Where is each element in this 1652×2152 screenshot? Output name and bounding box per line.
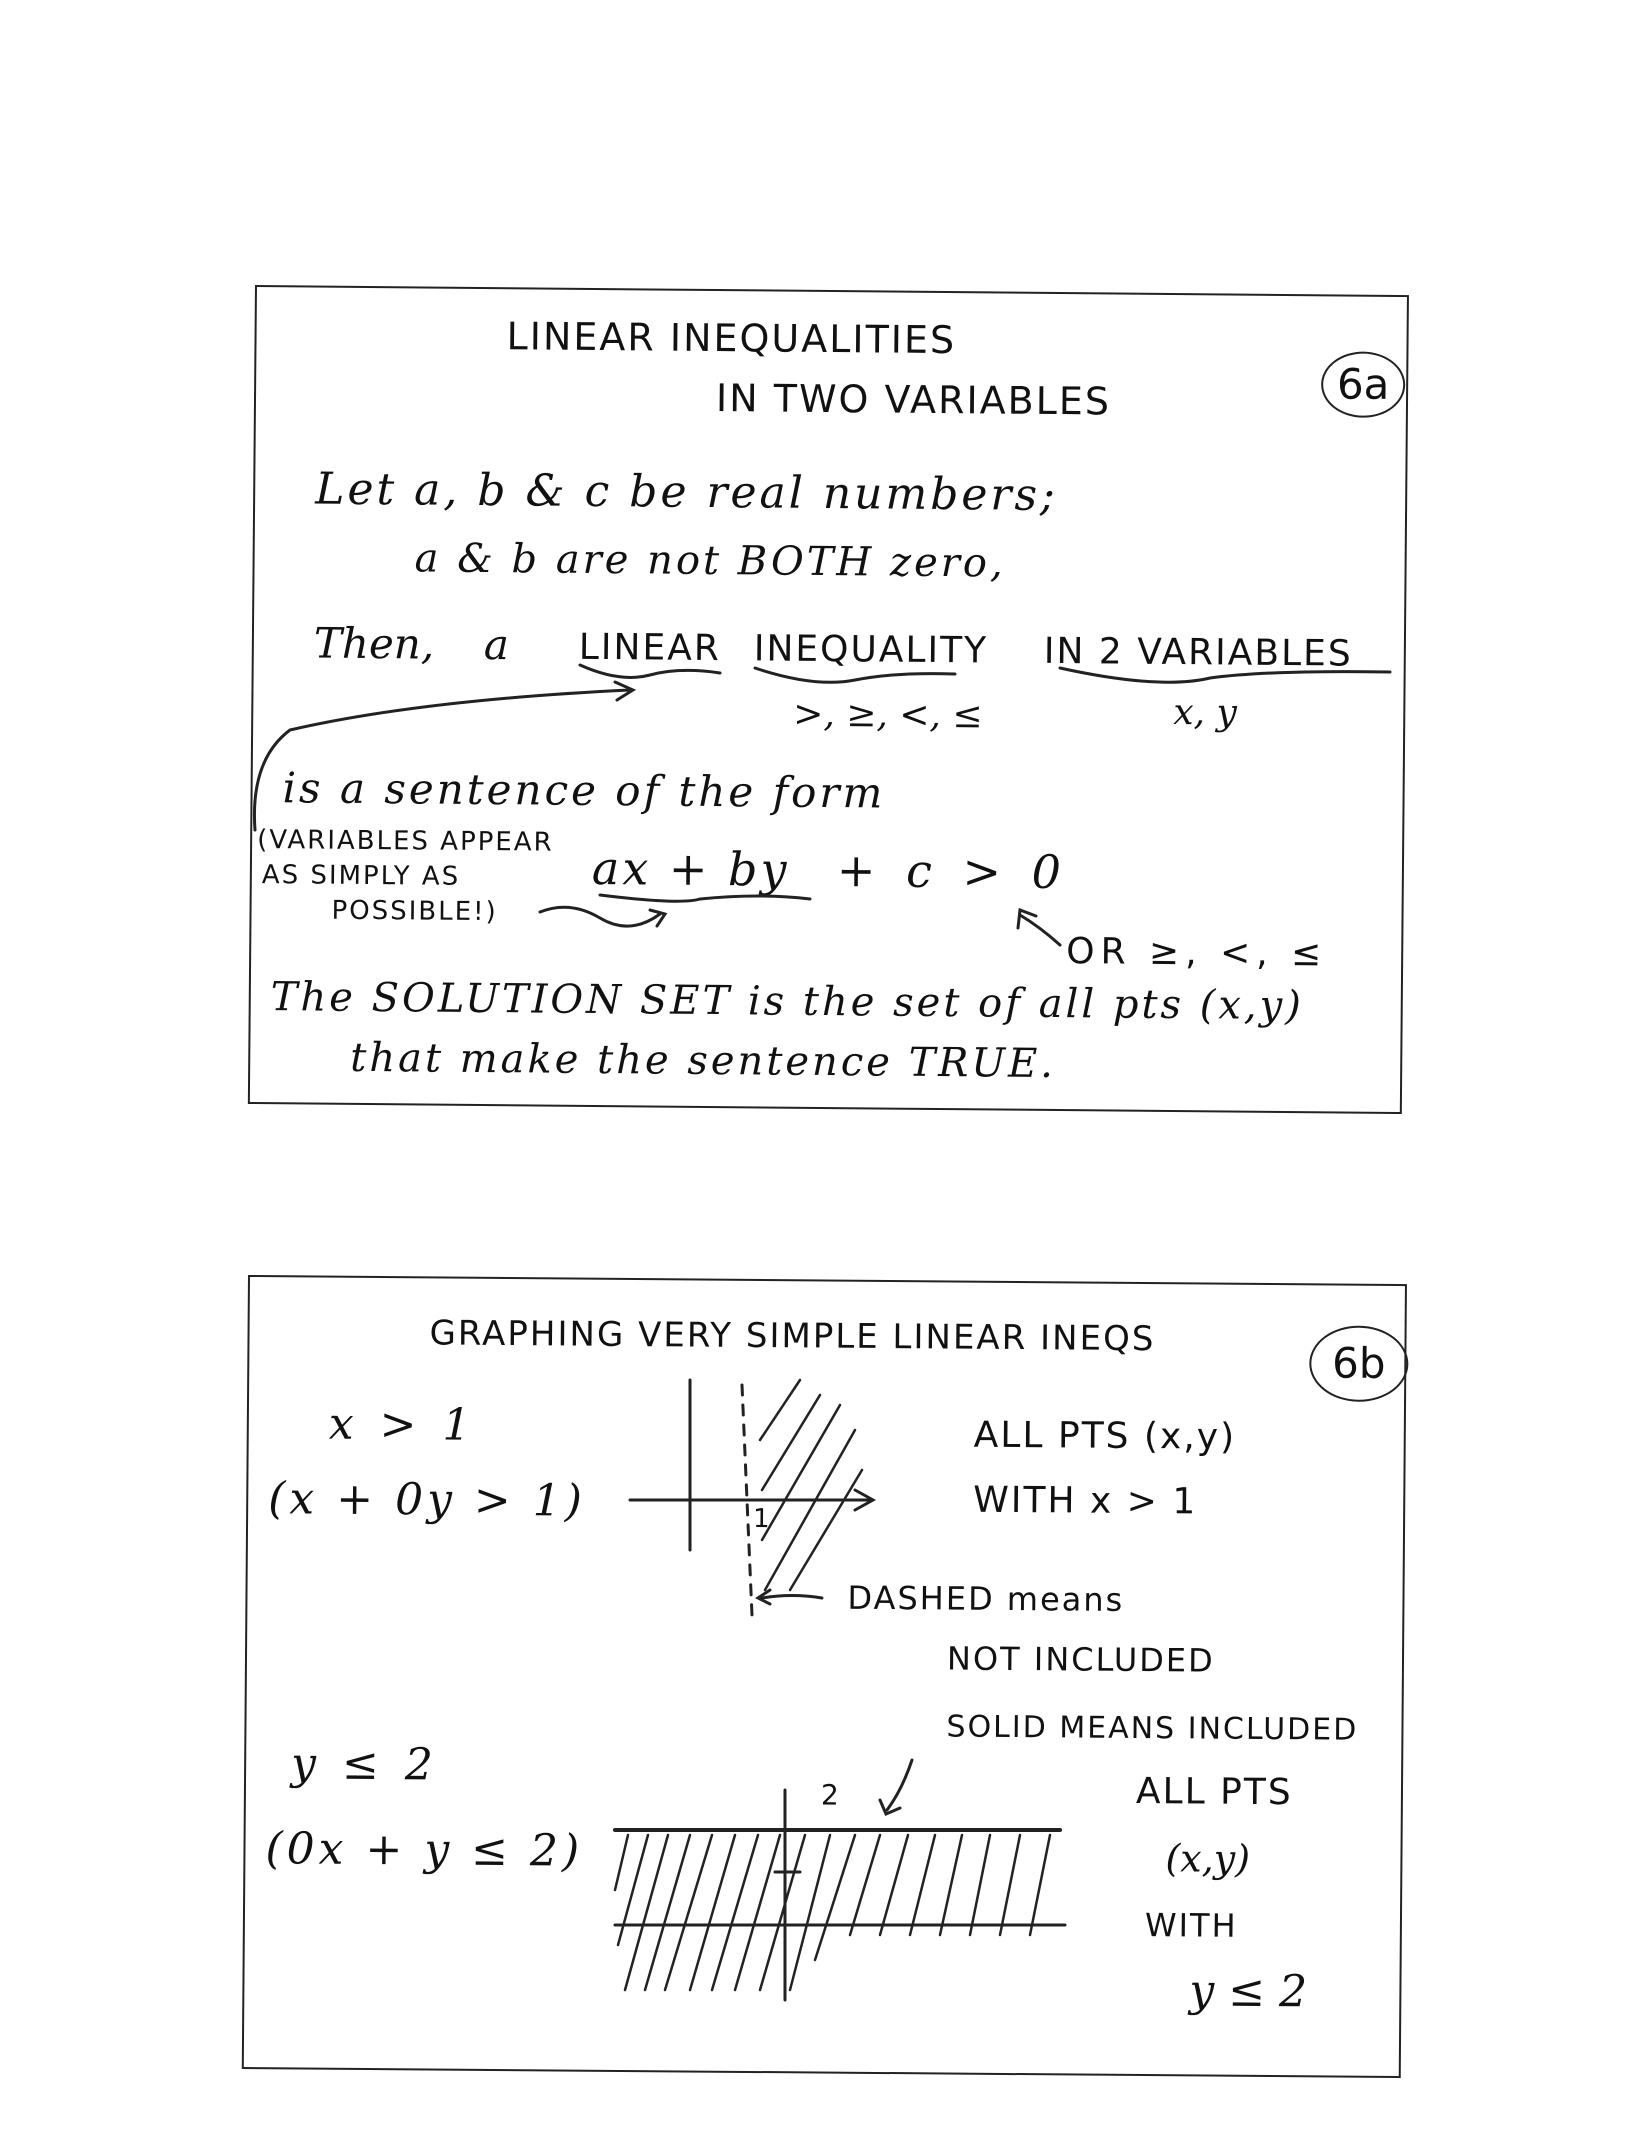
card-b-ex2-desc2: (x,y) [1165, 1836, 1251, 1881]
graph2-hatch [615, 1835, 1050, 1990]
card-b-ex1-full: (x + 0y > 1) [268, 1473, 587, 1527]
card-b-badge: 6b [1309, 1325, 1409, 1402]
card-a-form-left: ax + by [591, 840, 790, 897]
card-a-note2: AS SIMPLY AS [261, 860, 461, 892]
card-b-ex1-tick: 1 [752, 1503, 770, 1535]
card-a-title-line2: IN TWO VARIABLES [715, 376, 1112, 424]
card-a-note3: POSSIBLE!) [331, 895, 498, 928]
card-a-then: Then, [313, 618, 435, 669]
card-a-linear: LINEAR [578, 626, 722, 670]
brace-inequality [755, 668, 955, 682]
card-a-solution1: The SOLUTION SET is the set of all pts (x,y) [270, 974, 1305, 1030]
card-a-in2vars: IN 2 VARIABLES [1043, 630, 1353, 675]
arrow-dashed [762, 1596, 822, 1599]
card-b-dashed2: NOT INCLUDED [946, 1639, 1215, 1680]
card-b-ex1-desc1: ALL PTS (x,y) [973, 1414, 1237, 1458]
card-b-ex2-desc3: WITH [1144, 1906, 1238, 1945]
arrow-solid [887, 1760, 912, 1810]
card-a-badge: 6a [1321, 351, 1406, 418]
arrow-note-to-form [540, 907, 660, 926]
brace-linear [580, 665, 720, 677]
card-a-sentence: is a sentence of the form [282, 763, 886, 818]
card-a-xy-under: x, y [1173, 692, 1238, 734]
card-a-or-ops: OR ≥, <, ≤ [1066, 931, 1328, 975]
card-a-ops-under: >, ≥, <, ≤ [793, 693, 983, 737]
graph1-hatch [760, 1380, 862, 1590]
card-b-ex2-ineq: y ≤ 2 [290, 1738, 440, 1791]
card-b-ex1-ineq: x > 1 [328, 1398, 477, 1451]
card-b-ex2-desc4: y ≤ 2 [1189, 1965, 1308, 2018]
card-a-inequality: INEQUALITY [753, 628, 989, 672]
card-b-title: GRAPHING VERY SIMPLE LINEAR INEQS [429, 1313, 1156, 1360]
card-a-note1: (VARIABLES APPEAR [257, 825, 554, 858]
card-b-dashed1: DASHED means [847, 1578, 1125, 1619]
arrow-or [1020, 915, 1060, 945]
card-a-title-line1: LINEAR INEQUALITIES [506, 314, 957, 363]
brace-form [600, 895, 810, 901]
card-a-line1: Let a, b & c be real numbers; [314, 463, 1059, 522]
card-b-ex2-tick: 2 [820, 1778, 839, 1812]
card-b-ex1-desc2: WITH x > 1 [973, 1479, 1198, 1523]
card-b-ex2-full: (0x + y ≤ 2) [265, 1823, 584, 1877]
card-a-line2: a & b are not BOTH zero, [414, 535, 1006, 587]
card-a-form-right: + c > 0 [836, 843, 1070, 900]
brace-variables [1060, 668, 1390, 682]
card-b-ex2-desc1: ALL PTS [1135, 1770, 1293, 1814]
card-b-solid-note: SOLID MEANS INCLUDED [946, 1709, 1359, 1748]
card-a-solution2: that make the sentence TRUE. [350, 1034, 1057, 1088]
arrow-linear-to-sentence [254, 690, 630, 830]
card-a-a-word: a [483, 620, 510, 670]
